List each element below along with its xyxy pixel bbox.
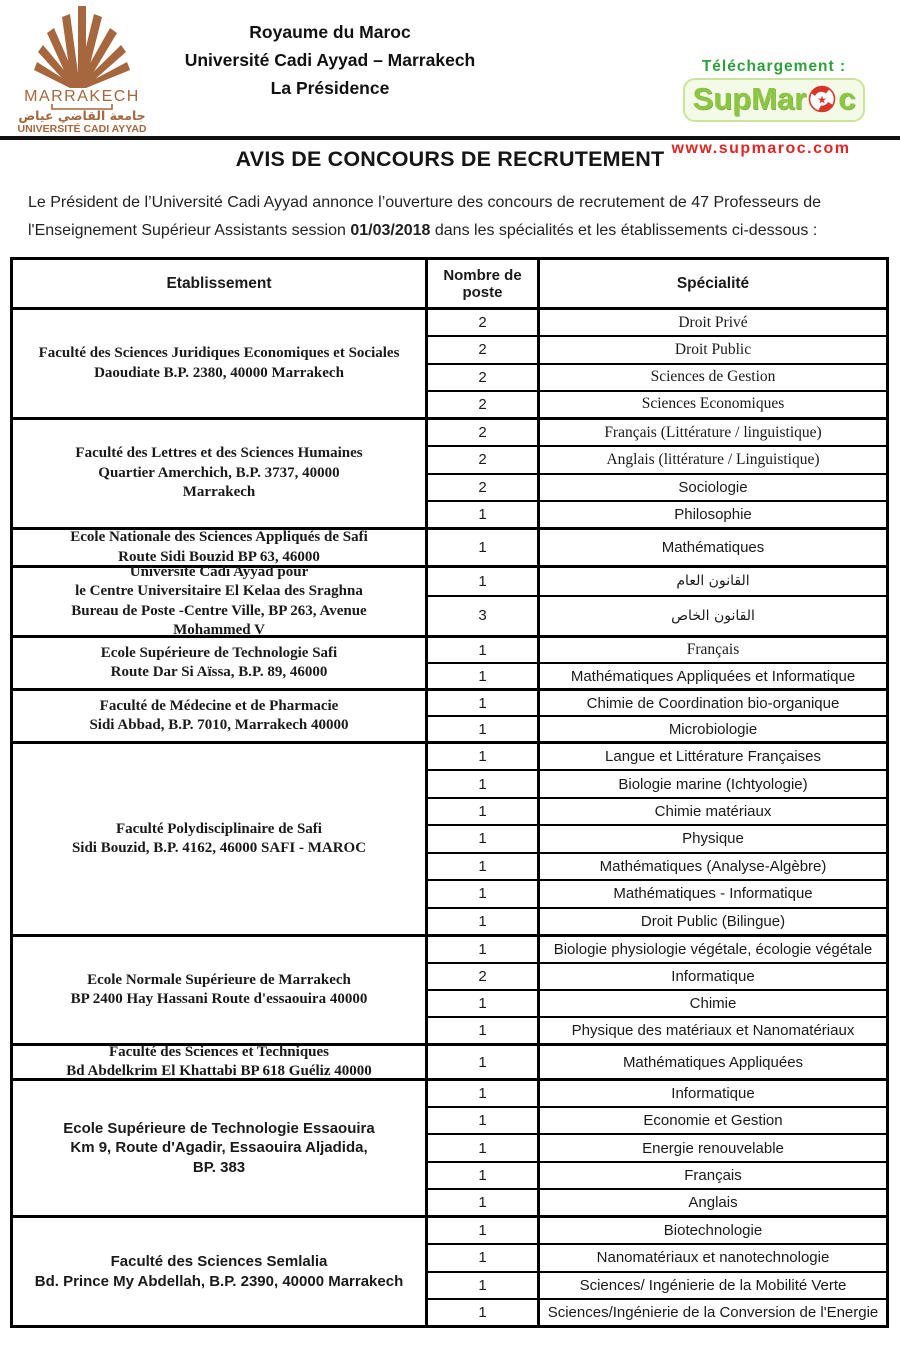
poste-cell: 2 — [428, 475, 540, 500]
specialite-cell: Economie et Gestion — [643, 1112, 783, 1130]
table-group — [13, 563, 886, 638]
poste-cell: 1 — [428, 1273, 540, 1298]
specialite-cell: Mathématiques (Analyse-Algèbre) — [599, 857, 827, 875]
poste-cell: 1 — [428, 799, 540, 824]
poste-cell: 1 — [428, 717, 540, 741]
poste-cell: 1 — [428, 1245, 540, 1270]
poste-cell: 1 — [428, 826, 540, 851]
establishment-cell: Ecole Supérieure de Technologie Essaouira Km 9, Route d'Agadir, Essaouira Aljadida, BP. 383 — [13, 1081, 428, 1215]
table-row — [428, 530, 886, 565]
poste-cell: 2 — [428, 365, 540, 390]
header-specialite: Spécialité — [676, 274, 750, 292]
specialite-cell: Informatique — [671, 968, 755, 985]
poste-cell: 1 — [428, 1163, 540, 1188]
table — [10, 257, 889, 1328]
specialite-cell: Mathématiques Appliquées et Informatique — [570, 667, 856, 685]
header-nombre-de-poste: Nombre de poste — [428, 260, 540, 307]
poste-cell: 1 — [428, 1135, 540, 1160]
specialite-cell: Français — [684, 1166, 742, 1184]
table-row — [428, 664, 886, 688]
table-row — [428, 502, 886, 527]
intro-line2: l'Enseignement Supérieur Assistants session 01/03/2018 dans les spécialités et les établissements ci-dessous : — [28, 221, 818, 239]
specialite-cell: Anglais — [688, 1193, 738, 1211]
table-row — [428, 1018, 886, 1043]
specialite-cell: Nanomatériaux et nanotechnologie — [596, 1249, 830, 1267]
poste-cell: 1 — [428, 664, 540, 688]
specialite-cell: Informatique — [671, 1085, 755, 1103]
table-row — [428, 909, 886, 934]
specialite-cell: Physique des matériaux et Nanomatériaux — [571, 1022, 855, 1039]
establishment-cell: Faculté Polydisciplinaire de Safi Sidi Bouzid, B.P. 4162, 46000 SAFI - MAROC — [13, 744, 428, 934]
table-row — [428, 597, 886, 635]
poste-cell: 1 — [428, 744, 540, 769]
poste-cell: 2 — [428, 310, 540, 335]
table-group — [13, 1218, 886, 1325]
establishment-cell: Ecole Nationale des Sciences Appliqués de Safi Route Sidi Bouzid BP 63, 46000 — [13, 530, 428, 565]
table-row — [428, 964, 886, 991]
poste-cell: 2 — [428, 964, 540, 989]
session-date: 01/03/2018 — [350, 221, 431, 239]
specialite-cell: Sciences/ Ingénierie de la Mobilité Verte — [579, 1276, 847, 1294]
table-body — [13, 310, 886, 1325]
establishment-cell: Ecole Normale Supérieure de Marrakech BP 2400 Hay Hassani Route d'essaouira 40000 — [13, 937, 428, 1043]
table-row — [428, 991, 886, 1018]
table-row — [428, 1273, 886, 1300]
svg-text:★: ★ — [817, 93, 828, 107]
specialite-cell: Langue et Littérature Françaises — [605, 748, 821, 766]
establishment-cell: Faculté des Lettres et des Sciences Humaines Quartier Amerchich, B.P. 3737, 40000 Marrakech — [13, 420, 428, 527]
specialite-cell: Français — [686, 641, 740, 658]
poste-cell: 1 — [428, 771, 540, 796]
specialite-cell: القانون الخاص — [671, 607, 755, 624]
specialite-cell: Droit Public — [674, 340, 752, 358]
table-row — [428, 826, 886, 853]
table-row — [428, 1300, 886, 1325]
poste-cell: 1 — [428, 854, 540, 879]
table-row — [428, 420, 886, 447]
table-group — [13, 420, 886, 530]
table-group — [13, 937, 886, 1046]
table-group — [13, 691, 886, 744]
table-row — [428, 1135, 886, 1162]
poste-cell: 3 — [428, 597, 540, 635]
poste-cell: 2 — [428, 392, 540, 417]
table-row — [428, 937, 886, 964]
poste-cell: 1 — [428, 638, 540, 662]
table-row — [428, 1108, 886, 1135]
specialite-cell: Chimie de Coordination bio-organique — [586, 694, 840, 712]
table-row — [428, 475, 886, 502]
letterhead-line-country: Royaume du Maroc — [249, 22, 411, 42]
poste-cell: 1 — [428, 909, 540, 934]
page-title: AVIS DE CONCOURS DE RECRUTEMENT — [235, 147, 665, 171]
poste-cell: 1 — [428, 530, 540, 565]
poste-cell: 1 — [428, 1046, 540, 1078]
specialite-cell: Sciences/Ingénierie de la Conversion de l'Energie — [547, 1303, 879, 1321]
download-badge — [652, 58, 896, 122]
specialite-cell: Sciences Economiques — [641, 395, 785, 413]
specialite-cell: Microbiologie — [668, 720, 758, 738]
supmaroc-logo-text-suffix: c — [838, 81, 856, 116]
supmaroc-ball-icon — [808, 85, 836, 113]
table-row — [428, 568, 886, 597]
table-row — [428, 881, 886, 908]
poste-cell: 1 — [428, 1018, 540, 1043]
specialite-cell: Biologie marine (Ichtyologie) — [618, 775, 808, 793]
table-group — [13, 638, 886, 691]
table-row — [428, 854, 886, 881]
logo-institution-label: UNIVERSITÉ CADI AYYAD — [18, 123, 146, 134]
specialite-cell: Chimie — [689, 995, 737, 1012]
poste-cell: 1 — [428, 568, 540, 595]
establishment-cell: Faculté de Médecine et de Pharmacie Sidi Abbad, B.P. 7010, Marrakech 40000 — [13, 691, 428, 741]
table-row — [428, 310, 886, 337]
specialite-cell: Biologie physiologie végétale, écologie végétale — [553, 941, 873, 958]
table-row — [428, 392, 886, 417]
logo-city-label: MARRAKECH — [24, 88, 140, 105]
establishment-cell: Université Cadi Ayyad pour le Centre Universitaire El Kelaa des Sraghna Bureau de Poste -Centre Ville, BP 263, Avenue Mohammed V — [13, 568, 428, 635]
establishment-cell: Faculté des Sciences Juridiques Economiques et Sociales Daoudiate B.P. 2380, 40000 Marrakech — [13, 310, 428, 417]
poste-cell: 1 — [428, 1081, 540, 1106]
table-group — [13, 744, 886, 937]
header-etablissement: Etablissement — [13, 260, 428, 307]
intro-paragraph — [28, 189, 876, 244]
specialite-cell: Mathématiques — [661, 539, 765, 556]
specialite-cell: Philosophie — [674, 505, 752, 523]
table-row — [428, 1081, 886, 1108]
table-row — [428, 771, 886, 798]
poste-cell: 1 — [428, 991, 540, 1016]
supmaroc-logo[interactable] — [683, 78, 866, 122]
table-row — [428, 691, 886, 717]
specialite-cell: Sciences de Gestion — [650, 368, 776, 386]
logo-arabic-label: جامعة القاضي عياض — [18, 108, 146, 123]
intro-line1: Le Président de l’Université Cadi Ayyad annonce l’ouverture des concours de recrutement de 47 Professeurs de — [28, 194, 822, 211]
letterhead-line-presidency: La Présidence — [270, 78, 390, 98]
table-row — [428, 717, 886, 741]
poste-cell: 2 — [428, 420, 540, 445]
poste-cell: 1 — [428, 937, 540, 962]
poste-cell: 1 — [428, 881, 540, 906]
table-group — [13, 1081, 886, 1218]
establishment-cell: Ecole Supérieure de Technologie Safi Route Dar Si Aïssa, B.P. 89, 46000 — [13, 638, 428, 688]
table-header-row — [13, 260, 886, 310]
specialite-cell: Sociologie — [678, 478, 748, 496]
table-row — [428, 447, 886, 474]
poste-cell: 1 — [428, 502, 540, 527]
poste-cell: 1 — [428, 1300, 540, 1325]
poste-cell: 2 — [428, 337, 540, 362]
table-row — [428, 1218, 886, 1245]
table-row — [428, 744, 886, 771]
specialite-cell: Biotechnologie — [663, 1222, 763, 1240]
poste-cell: 1 — [428, 1218, 540, 1243]
specialite-cell: Physique — [682, 830, 744, 848]
poste-cell: 1 — [428, 1108, 540, 1133]
supmaroc-logo-text-prefix: SupMar — [692, 81, 807, 116]
supmaroc-url[interactable]: www.supmaroc.com — [671, 140, 851, 157]
specialite-cell: Energie renouvelable — [642, 1139, 784, 1157]
poste-cell: 1 — [428, 1190, 540, 1215]
table-row — [428, 799, 886, 826]
table-row — [428, 638, 886, 664]
table-row — [428, 1046, 886, 1078]
table-group — [13, 1043, 886, 1081]
table-group — [13, 310, 886, 420]
establishment-cell: Faculté des Sciences Semlalia Bd. Prince My Abdellah, B.P. 2390, 40000 Marrakech — [13, 1218, 428, 1325]
specialite-cell: القانون العام — [676, 573, 750, 590]
table-row — [428, 1163, 886, 1190]
specialite-cell: Anglais (littérature / Linguistique) — [606, 450, 820, 468]
poste-cell: 2 — [428, 447, 540, 472]
specialite-cell: Chimie matériaux — [654, 803, 772, 821]
specialite-cell: Français (Littérature / linguistique) — [604, 423, 822, 441]
specialite-cell: Mathématiques - Informatique — [613, 885, 813, 903]
specialite-cell: Droit Privé — [678, 313, 748, 331]
table-row — [428, 337, 886, 364]
specialite-cell: Droit Public (Bilingue) — [640, 912, 786, 930]
table-row — [428, 1190, 886, 1215]
table-row — [428, 1245, 886, 1272]
letterhead — [120, 18, 540, 102]
specialite-cell: Mathématiques Appliquées — [622, 1053, 804, 1071]
letterhead-line-university: Université Cadi Ayyad – Marrakech — [184, 50, 476, 70]
establishment-cell: Faculté des Sciences et Techniques Bd Abdelkrim El Khattabi BP 618 Guéliz 40000 — [13, 1046, 428, 1078]
poste-cell: 1 — [428, 691, 540, 715]
table-row — [428, 365, 886, 392]
download-label: Téléchargement : — [701, 58, 847, 75]
